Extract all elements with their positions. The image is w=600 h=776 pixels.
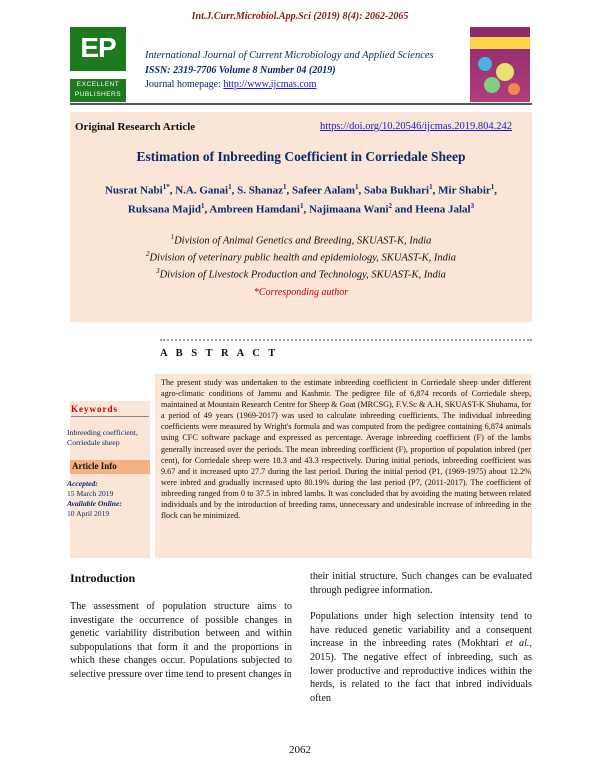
author-list: Nusrat Nabi$^{1*}$, N.A. Ganai$^1$, S. Shanaz$^1$, Safeer Aalam$^1$, Saba Bukhari$^1$, Mir Shabir$^1$, Ruksana Majid$^1$, Ambreen Hamdani$^1$, Najimaana Wani$^2$ and Heena Jalal$^3$: [104, 183, 498, 216]
author-affiliation-mark: 1*: [162, 183, 170, 191]
logo-band: [70, 71, 126, 79]
article-info-text: [67, 479, 149, 519]
para2-end: 2015). The negative effect of inbreeding, such as lower productive and reproductive indices within the herds, is related to the fact that inbred individuals often: [310, 651, 532, 704]
journal-citation: Int.J.Curr.Microbiol.App.Sci (2019) 8(4): 2062-2065: [191, 11, 409, 22]
abstract-text: The present study was undertaken to the estimate inbreeding coefficient in Corriedale sheep under different agro-climatic conditions of Jammu and Kashmir. The pedigree file of 6,874 records of Corriedale sheep, maintained at Mountain Research Centre for Sheep & Goat (MRCSG), F.V.Sc & A.H, SKUAST-K Shuhama, for a period of 49 years (1969-2017) was used to calculate inbreeding coefficients. The individual inbreeding coefficients were measured by Wright's formula and was computed from the pedigree containing 6,874 animals using CFC software package and expressed as percentage. Average inbreeding coefficient (F) of the lambs generally increased over the periods. The mean inbreeding coefficient (F), proportion of population inbred (per cent), for Corriedale sheep were 18.3 and 43.3 respectively. During initial periods, inbreeding coefficient was 9.67 and it increased upto 27.7 during the last period. During the initial period (P1, (1969-1975) about 12.2% were inbred and gradually increased upto 80.19% during the last period (P7, (2011-2017). The coefficient of inbreeding ranged from 0 to 37.5 in inbred lambs. It was concluded that by avoiding the mating between related individuals and by the introduction of breeding rams, unnecessary and undesirable increase of inbreeding in the flock can be minimized.: [161, 378, 531, 521]
corresponding-author-note: *Corresponding author: [253, 287, 349, 298]
journal-cover-image: [470, 27, 530, 102]
body-column-right: [310, 570, 532, 705]
keywords-text: Inbreeding coefficient, Corriedale sheep: [67, 428, 138, 447]
journal-name: International Journal of Current Microbiology and Applied Sciences: [145, 50, 434, 61]
body-column-left: [70, 600, 292, 682]
author-affiliation-mark: 1: [228, 183, 232, 191]
page-number: 2062: [289, 744, 311, 756]
author-affiliation-mark: 1: [200, 201, 205, 210]
cover-shape-4: [508, 83, 520, 95]
author-name: Ambreen Hamdani: [209, 203, 300, 216]
accepted-date: 15 March 2019: [67, 489, 114, 498]
logo-line1: EXCELLENT: [76, 81, 120, 88]
affiliation-mark: 1: [170, 233, 175, 241]
author-name: Najimaana Wani: [308, 203, 389, 216]
affiliation-text: Division of veterinary public health and epidemiology, SKUAST-K, India: [149, 252, 457, 264]
affiliation-line: [90, 265, 512, 282]
journal-issn: ISSN: 2319-7706 Volume 8 Number 04 (2019): [145, 65, 336, 76]
online-label: Available Online:: [67, 499, 122, 508]
homepage-link[interactable]: http://www.ijcmas.com: [223, 79, 317, 90]
logo-line2: PUBLISHERS: [74, 91, 122, 98]
para2-start: Populations under high selection intensity tend to have reduced genetic variability and a consequent increase in the inbreeding rates (Mokhtari: [310, 611, 532, 650]
intro-paragraph-1-continued: their initial structure. Such changes can be evaluated through pedigree information.: [310, 571, 532, 596]
intro-paragraph-1: The assessment of population structure aims to investigate the occurrence of possible changes in genetic variability distribution between and within subpopulations that form it and the proportions in which these changes occur. Populations subjected to selective pressure over time tend to present changes in: [70, 601, 292, 680]
accepted-label: Accepted:: [67, 479, 98, 488]
author-name: Saba Bukhari: [364, 184, 430, 197]
affiliation-text: Division of Livestock Production and Technology, SKUAST-K, India: [159, 269, 446, 281]
logo-letters: EP: [80, 32, 116, 63]
para2-etal: et al.,: [505, 638, 532, 650]
affiliation-text: Division of Animal Genetics and Breeding, SKUAST-K, India: [174, 235, 432, 247]
abstract-dotted-rule: [160, 339, 532, 341]
author-affiliation-mark: 1: [355, 183, 359, 191]
article-info-heading: [70, 460, 150, 474]
author-name: Nusrat Nabi: [104, 184, 163, 197]
author-affiliation-mark: 1: [282, 183, 287, 191]
author-affiliation-mark: 2: [388, 201, 392, 210]
author-affiliation-mark: 1: [490, 183, 495, 191]
author-name: S. Shanaz: [237, 184, 283, 197]
affiliation-list: [90, 231, 512, 282]
cover-shape-3: [484, 77, 500, 93]
cover-title-band: [470, 37, 530, 49]
author-name: Heena Jalal: [415, 203, 471, 216]
affiliation-line: [90, 231, 512, 248]
cover-shape-2: [496, 63, 514, 81]
journal-homepage: [145, 79, 317, 90]
header-rule: [70, 103, 532, 105]
affiliation-mark: 2: [145, 250, 150, 258]
author-name: Mir Shabir: [438, 184, 491, 197]
introduction-heading: Introduction: [70, 571, 136, 585]
author-name: Safeer Aalam: [291, 184, 355, 197]
paper-title: Estimation of Inbreeding Coefficient in Corriedale Sheep: [136, 149, 466, 164]
publisher-logo: [70, 27, 126, 102]
homepage-label: Journal homepage:: [145, 79, 224, 90]
affiliation-line: [90, 248, 512, 265]
online-date: 10 April 2019: [67, 509, 110, 518]
intro-paragraph-2: [310, 610, 532, 705]
cover-shape-1: [478, 57, 492, 71]
doi-link[interactable]: https://doi.org/10.20546/ijcmas.2019.804.242: [320, 121, 513, 132]
article-type: Original Research Article: [75, 121, 196, 133]
affiliation-mark: 3: [156, 267, 160, 275]
keywords-heading: Keywords: [71, 404, 149, 417]
author-name: N.A. Ganai: [175, 184, 229, 197]
author-affiliation-mark: 1: [299, 201, 304, 210]
author-affiliation-mark: 1: [429, 183, 433, 191]
author-affiliation-mark: 3: [470, 201, 475, 210]
author-name: Ruksana Majid: [127, 203, 201, 216]
abstract-heading: A B S T R A C T: [160, 348, 279, 359]
article-info-heading-label: Article Info: [72, 461, 117, 471]
